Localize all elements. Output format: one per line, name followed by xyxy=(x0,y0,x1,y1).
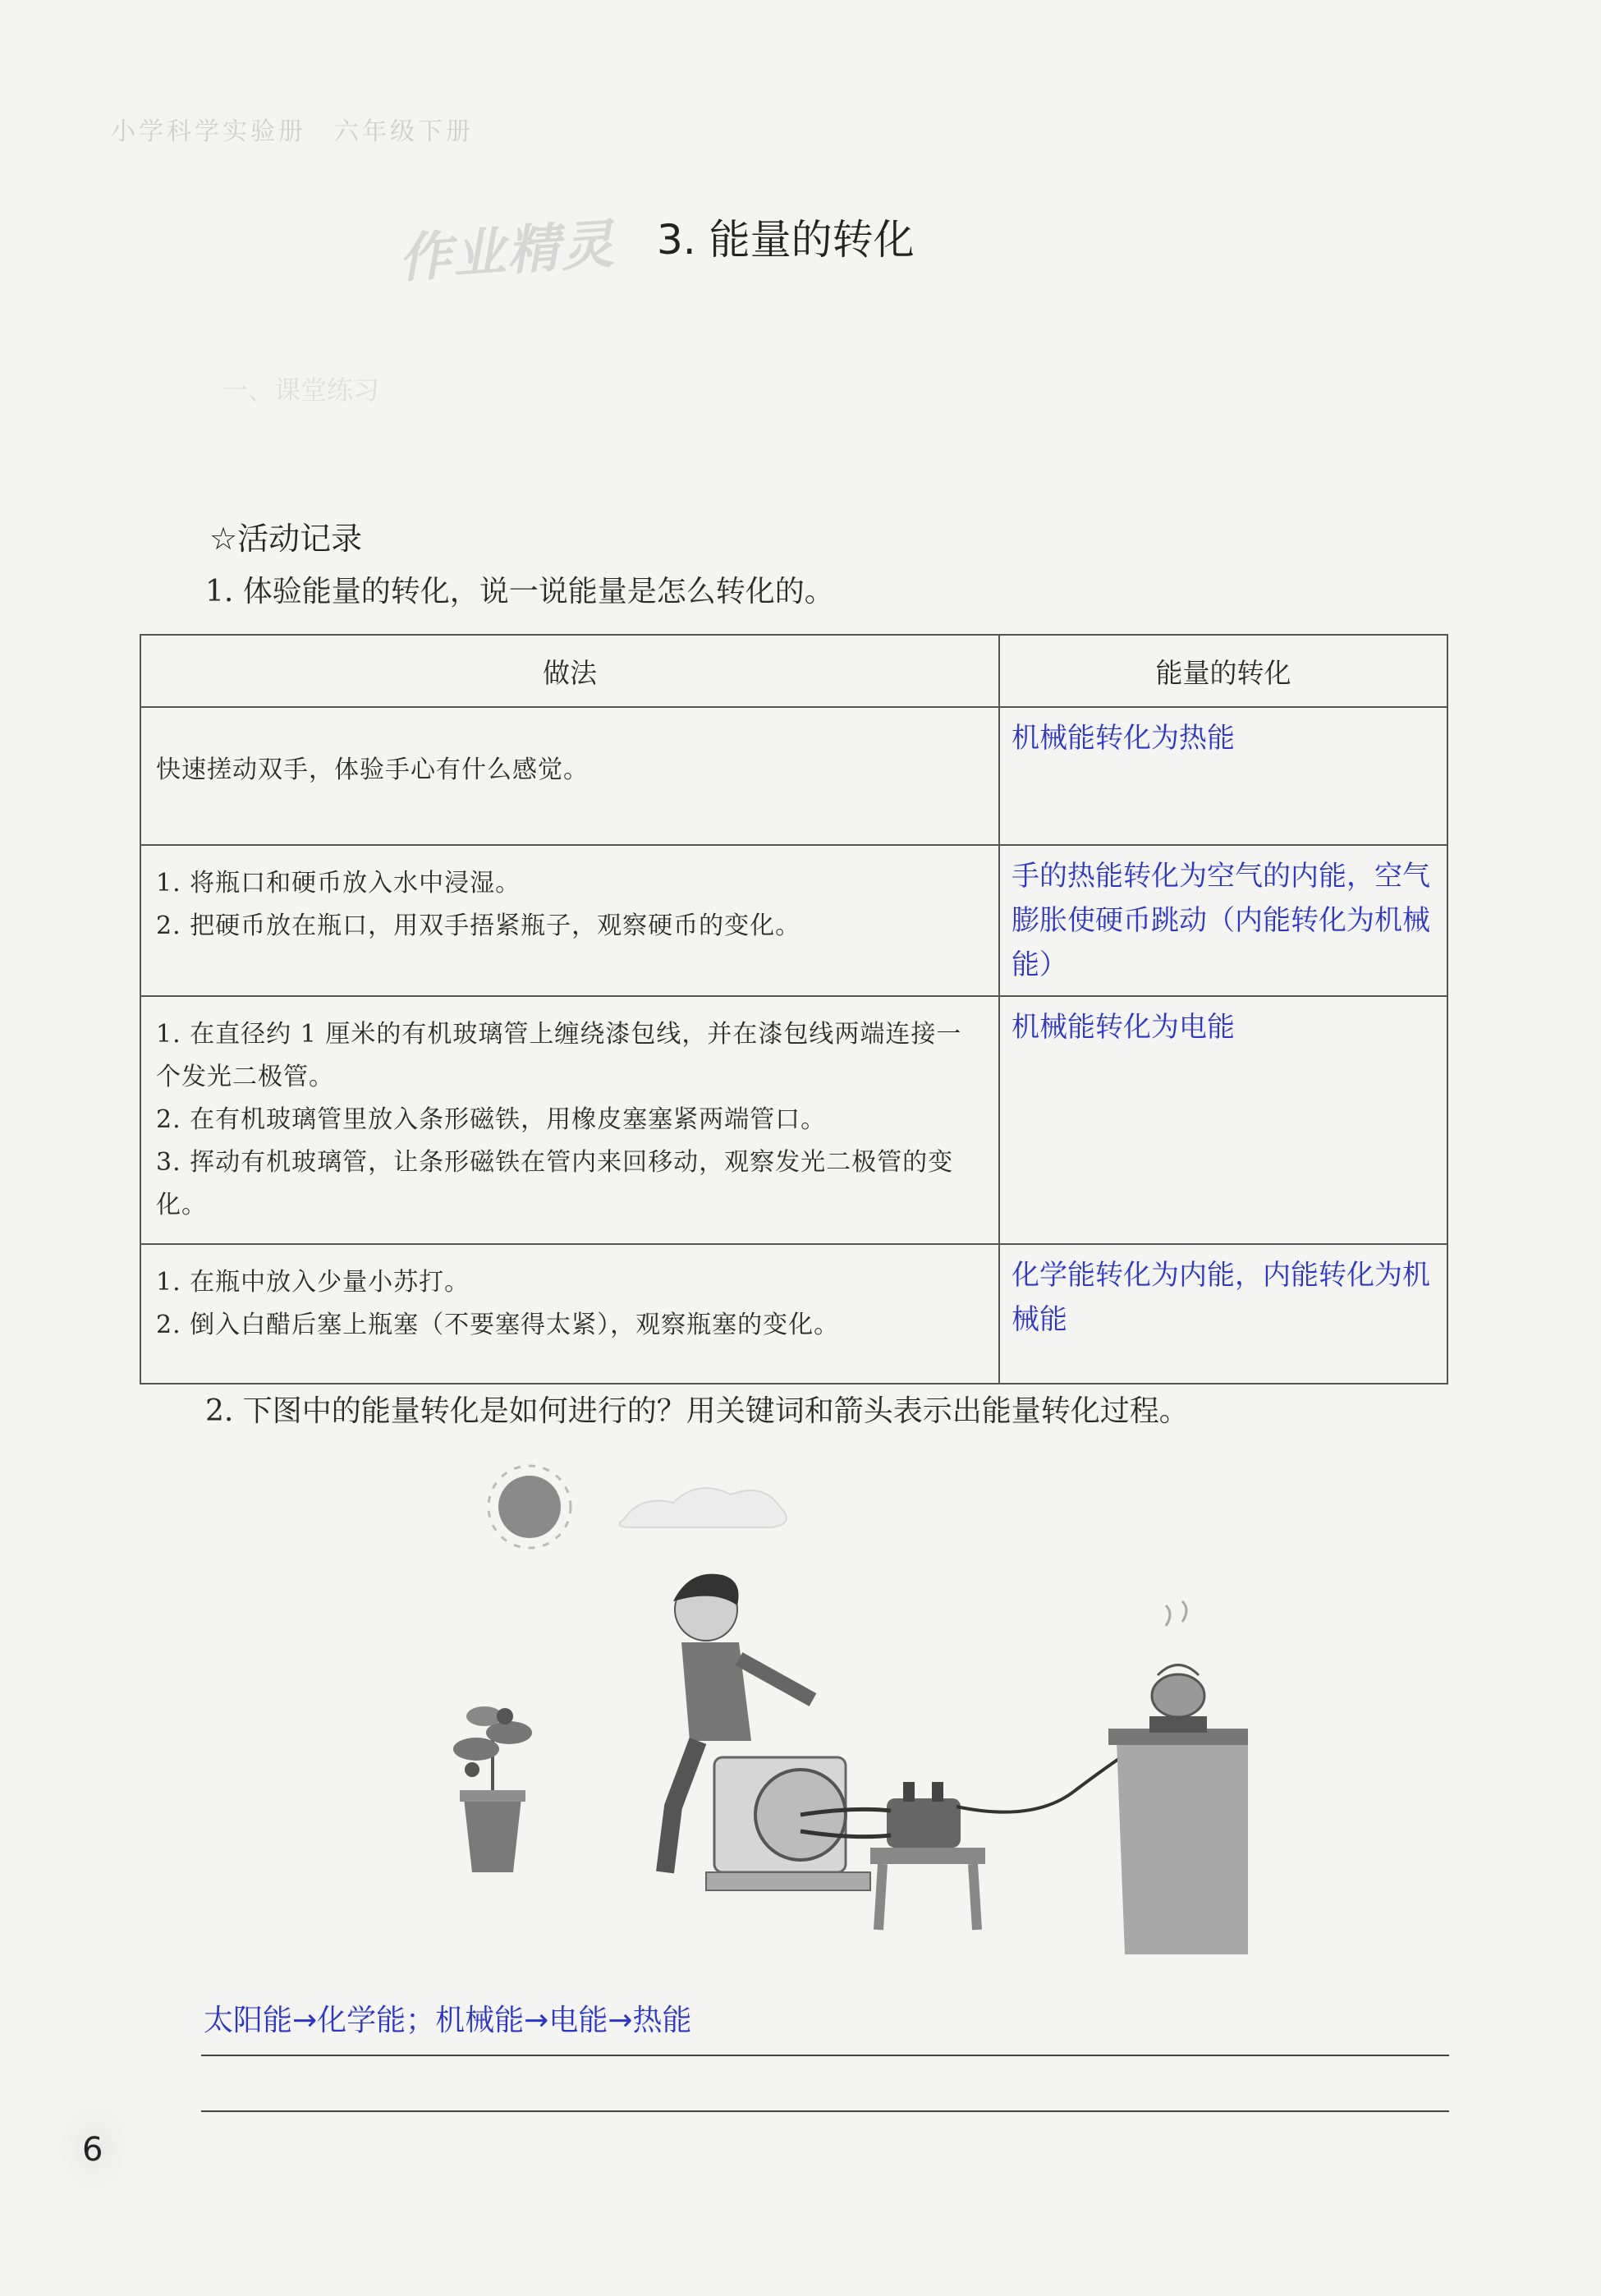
energy-conversion-illustration xyxy=(427,1445,1445,1971)
stove-kettle-icon xyxy=(1108,1601,1248,1954)
question-2-answer: 太阳能→化学能；机械能→电能→热能 xyxy=(204,2004,692,2037)
steps-cell: 1. 在瓶中放入少量小苏打。 2. 倒入白醋后塞上瓶塞（不要塞得太紧），观察瓶塞的变化。 xyxy=(156,1268,840,1339)
question-2: 2. 下图中的能量转化是如何进行的？用关键词和箭头表示出能量转化过程。 xyxy=(205,1394,1189,1428)
steps-cell: 1. 在直径约 1 厘米的有机玻璃管上缠绕漆包线，并在漆包线两端连接一个发光二极管。 2. 在有机玻璃管里放入条形磁铁，用橡皮塞塞紧两端管口。 3. 挥动有机玻璃管，让条形磁铁在管内来回移动，观察发光二极管的变化。 xyxy=(156,1020,962,1219)
lesson-title: 3. 能量的转化 xyxy=(657,216,915,264)
table-row xyxy=(140,996,1447,1244)
boy-on-bike-icon xyxy=(665,1574,870,1890)
faint-section-label: 一、课堂练习 xyxy=(222,374,380,406)
question-1: 1. 体验能量的转化，说一说能量是怎么转化的。 xyxy=(205,575,834,608)
answer-cell: 机械能转化为电能 xyxy=(1012,1011,1235,1044)
table-row xyxy=(140,845,1447,996)
steps-cell: 1. 将瓶口和硬币放入水中浸湿。 2. 把硬币放在瓶口，用双手捂紧瓶子，观察硬币的变化。 xyxy=(156,869,801,940)
header-energy: 能量的转化 xyxy=(999,635,1447,707)
answer-cell: 化学能转化为内能，内能转化为机械能 xyxy=(1012,1259,1430,1336)
answer-line-1 xyxy=(201,2055,1449,2056)
tomato-plant-icon xyxy=(453,1706,532,1872)
answer-cell: 机械能转化为热能 xyxy=(1012,722,1235,755)
table-header-row xyxy=(140,635,1447,707)
activity-table xyxy=(140,634,1448,1384)
header-method: 做法 xyxy=(140,635,999,707)
table-row xyxy=(140,707,1447,845)
table-row xyxy=(140,1244,1447,1384)
section-heading: ☆活动记录 xyxy=(209,521,363,557)
answer-line-2 xyxy=(201,2110,1449,2112)
cloud-icon xyxy=(619,1488,787,1527)
book-header: 小学科学实验册 六年级下册 xyxy=(111,117,474,146)
watermark: 作业精灵 xyxy=(397,214,617,291)
page-number: 6 xyxy=(82,2131,103,2169)
answer-cell: 手的热能转化为空气的内能，空气膨胀使硬币跳动（内能转化为机械能） xyxy=(1012,860,1430,981)
sun-icon xyxy=(489,1466,571,1548)
steps-cell: 快速搓动双手，体验手心有什么感觉。 xyxy=(156,755,589,784)
